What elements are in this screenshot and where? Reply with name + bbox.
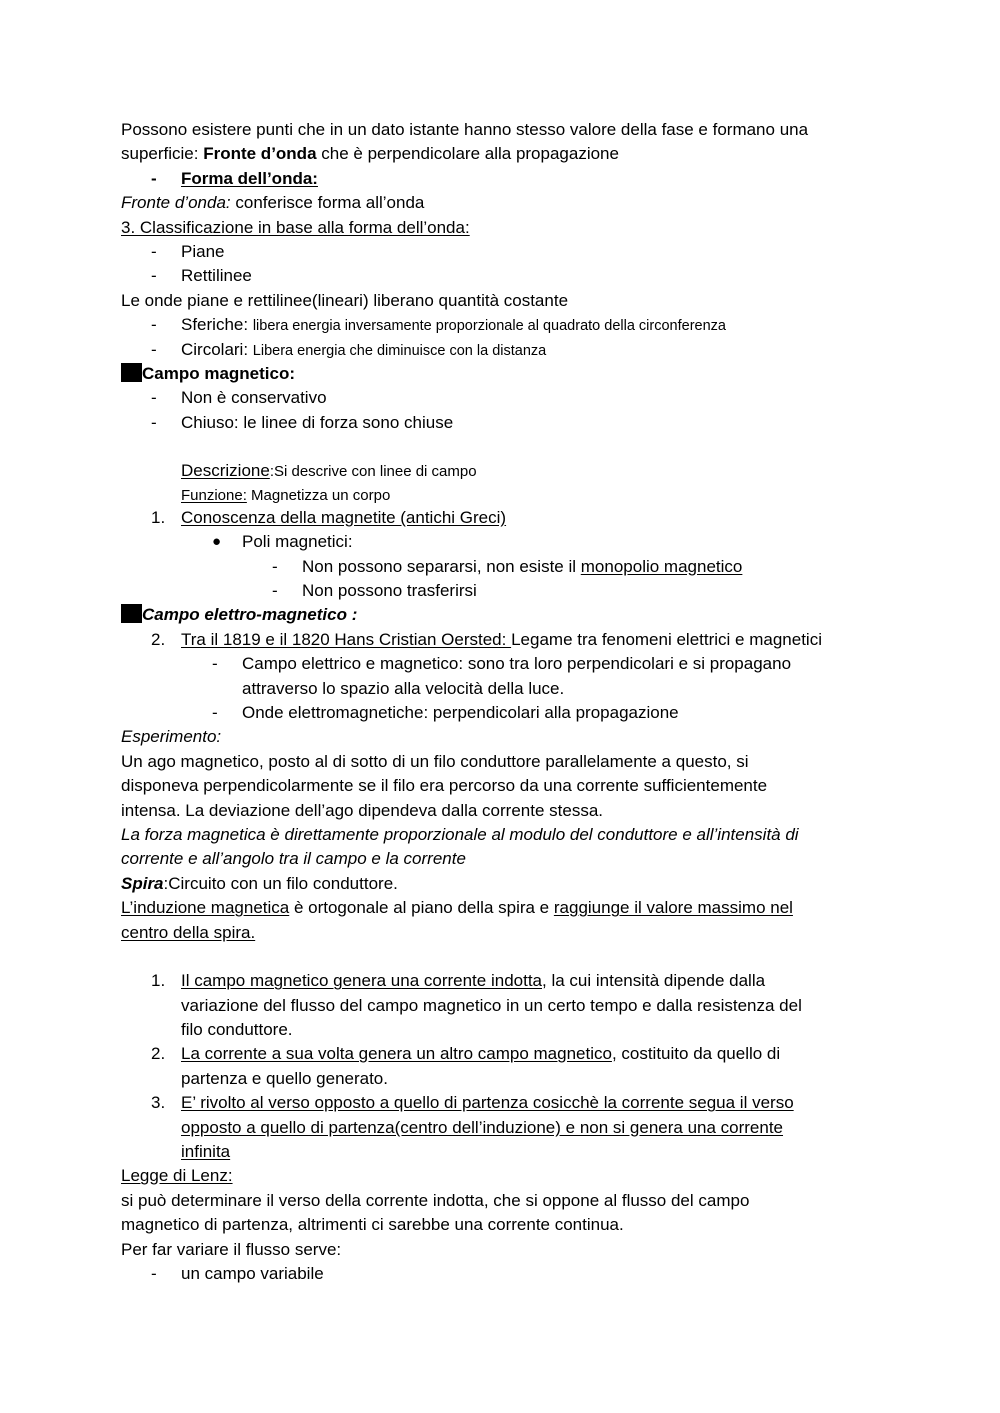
- bold-term: Fronte d’onda: [203, 144, 317, 164]
- italic-heading: Esperimento:: [121, 727, 222, 747]
- text: è ortogonale al piano della spira e: [289, 898, 554, 918]
- dash-marker: -: [151, 168, 157, 188]
- italic-term: Fronte d’onda:: [121, 193, 231, 213]
- dash-marker: -: [151, 339, 157, 359]
- paragraph-line: [121, 1213, 901, 1237]
- list-item: [121, 506, 901, 530]
- text: filo conduttore.: [181, 1020, 293, 1040]
- text: conferisce forma all’onda: [230, 193, 425, 213]
- list-item: [121, 628, 901, 652]
- underlined-term: Funzione:: [181, 486, 247, 504]
- list-item-continuation: [121, 1018, 901, 1042]
- text: Per far variare il flusso serve:: [121, 1239, 342, 1259]
- blank-line: [121, 945, 901, 969]
- underlined-term: Tra il 1819 e il 1820 Hans Cristian Oersted:: [181, 629, 512, 649]
- list-item: [121, 240, 901, 264]
- text: Poli magnetici:: [242, 532, 353, 552]
- underlined-term: Descrizione: [181, 461, 270, 481]
- dash-marker: -: [212, 702, 218, 722]
- underlined-term: La corrente a sua volta genera un altro campo magnetico: [181, 1044, 612, 1064]
- underlined-term: opposto a quello di partenza(centro dell’induzione) e non si genera una corrente: [181, 1117, 784, 1137]
- text-small: Magnetizza un corpo: [246, 486, 391, 504]
- underlined-term: infinita: [181, 1142, 231, 1162]
- list-item-continuation: [121, 1067, 901, 1091]
- dash-marker: -: [151, 1263, 157, 1283]
- list-item: [121, 386, 901, 410]
- heading-text: Campo elettro-magnetico :: [142, 605, 358, 625]
- text: , la cui intensità dipende dalla: [542, 971, 766, 991]
- dash-marker: -: [151, 241, 157, 261]
- list-item: [121, 701, 901, 725]
- list-item-continuation: [121, 1116, 901, 1140]
- list-item: [121, 264, 901, 288]
- paragraph-line: [121, 725, 901, 749]
- text: Circolari:: [181, 339, 253, 359]
- paragraph-line: [121, 118, 901, 142]
- text: che è perpendicolare alla propagazione: [316, 144, 619, 164]
- underlined-term: raggiunge il valore massimo nel: [553, 898, 793, 918]
- list-item: [121, 969, 901, 993]
- heading-text: Legge di Lenz:: [121, 1166, 233, 1186]
- text: Legame tra fenomeni elettrici e magnetici: [511, 629, 822, 649]
- list-item: [121, 579, 901, 603]
- paragraph-line: [121, 1238, 901, 1262]
- text: un campo variabile: [181, 1263, 324, 1283]
- list-item: [121, 1091, 901, 1115]
- text: Non possono separarsi, non esiste il: [302, 556, 581, 576]
- paragraph-line: [121, 459, 901, 483]
- text: :Circuito con un filo conduttore.: [163, 873, 398, 893]
- document-body: [121, 118, 901, 1286]
- paragraph-line: [121, 896, 901, 920]
- text: Piane: [181, 241, 225, 261]
- list-item: [121, 1262, 901, 1286]
- dash-marker: -: [151, 315, 157, 335]
- paragraph-line: [121, 921, 901, 945]
- paragraph-line: [121, 750, 901, 774]
- text: Conoscenza della magnetite (antichi Greci): [181, 507, 507, 527]
- number-marker: 2.: [151, 1044, 166, 1064]
- heading-text: Forma dell’onda:: [181, 168, 318, 188]
- text: variazione del flusso del campo magnetico in un certo tempo e dalla resistenza del: [181, 995, 802, 1015]
- dash-marker: -: [272, 581, 278, 601]
- text: superficie:: [121, 144, 204, 164]
- text: partenza e quello generato.: [181, 1068, 388, 1088]
- text: Rettilinee: [181, 266, 252, 286]
- dash-marker: -: [151, 388, 157, 408]
- text: Un ago magnetico, posto al di sotto di un filo conduttore parallelamente a questo, si: [121, 751, 749, 771]
- section-heading: [121, 603, 901, 627]
- underlined-term: Il campo magnetico genera una corrente indotta: [181, 971, 543, 991]
- text: Campo elettrico e magnetico: sono tra loro perpendicolari e si propagano: [242, 654, 792, 674]
- list-item: [121, 555, 901, 579]
- section-heading: [121, 216, 901, 240]
- list-item: [121, 411, 901, 435]
- text: si può determinare il verso della corrente indotta, che si oppone al flusso del campo: [121, 1190, 750, 1210]
- number-marker: 3.: [151, 1093, 166, 1113]
- list-item-continuation: [121, 994, 901, 1018]
- text: Le onde piane e rettilinee(lineari) liberano quantità costante: [121, 290, 569, 310]
- black-square-icon: [121, 363, 142, 382]
- list-item: [121, 652, 901, 676]
- italic-text: La forza magnetica è direttamente proporzionale al modulo del conduttore e all’intensità di: [121, 824, 799, 844]
- text: Onde elettromagnetiche: perpendicolari alla propagazione: [242, 702, 679, 722]
- text: magnetico di partenza, altrimenti ci sarebbe una corrente continua.: [121, 1215, 624, 1235]
- paragraph-line: [121, 774, 901, 798]
- black-square-icon: [121, 604, 142, 623]
- underlined-term: E’ rivolto al verso opposto a quello di partenza cosicchè la corrente segua il verso: [181, 1093, 794, 1113]
- text: attraverso lo spazio alla velocità della luce.: [242, 678, 565, 698]
- text: Chiuso: le linee di forza sono chiuse: [181, 412, 454, 432]
- dash-marker: -: [212, 654, 218, 674]
- list-item-continuation: [121, 1140, 901, 1164]
- text: Sferiche:: [181, 315, 253, 335]
- number-marker: 1.: [151, 971, 166, 991]
- section-heading: [121, 362, 901, 386]
- paragraph-line: [121, 289, 901, 313]
- list-item: [121, 167, 901, 191]
- underlined-term: centro della spira.: [121, 922, 256, 942]
- text-small: libera energia inversamente proporzionale al quadrato della circonferenza: [252, 318, 726, 335]
- text: disponeva perpendicolarmente se il filo era percorso da una corrente sufficientemente: [121, 776, 768, 796]
- text: Possono esistere punti che in un dato istante hanno stesso valore della fase e formano una: [121, 120, 809, 139]
- list-item: [121, 338, 901, 362]
- heading-text: 3. Classificazione in base alla forma dell’onda:: [121, 217, 470, 237]
- dash-marker: -: [272, 556, 278, 576]
- paragraph-line: [121, 191, 901, 215]
- list-item-continuation: [121, 677, 901, 701]
- dash-marker: -: [151, 412, 157, 432]
- list-item: [121, 530, 901, 554]
- list-item: [121, 313, 901, 337]
- paragraph-line: [121, 847, 901, 871]
- blank-line: [121, 435, 901, 459]
- dash-marker: -: [151, 266, 157, 286]
- text-small: Libera energia che diminuisce con la distanza: [252, 342, 547, 359]
- number-marker: 2.: [151, 629, 166, 649]
- list-item: [121, 1042, 901, 1066]
- bullet-icon: ●: [212, 533, 222, 551]
- section-heading: [121, 1164, 901, 1188]
- paragraph-line: [121, 1189, 901, 1213]
- paragraph-line: [121, 484, 901, 506]
- text-small: :Si descrive con linee di campo: [269, 463, 477, 481]
- number-marker: 1.: [151, 507, 166, 527]
- text: Non possono trasferirsi: [302, 581, 477, 601]
- paragraph-line: [121, 142, 901, 166]
- paragraph-line: [121, 823, 901, 847]
- bold-term: Spira: [121, 873, 164, 893]
- paragraph-line: [121, 872, 901, 896]
- heading-text: Campo magnetico:: [142, 363, 296, 383]
- underlined-term: monopolio magnetico: [580, 556, 743, 576]
- paragraph-line: [121, 799, 901, 823]
- text: intensa. La deviazione dell’ago dipendeva dalla corrente stessa.: [121, 800, 603, 820]
- underlined-term: L’induzione magnetica: [121, 898, 290, 918]
- italic-text: corrente e all’angolo tra il campo e la corrente: [121, 849, 466, 869]
- text: , costituito da quello di: [611, 1044, 781, 1064]
- text: Non è conservativo: [181, 388, 327, 408]
